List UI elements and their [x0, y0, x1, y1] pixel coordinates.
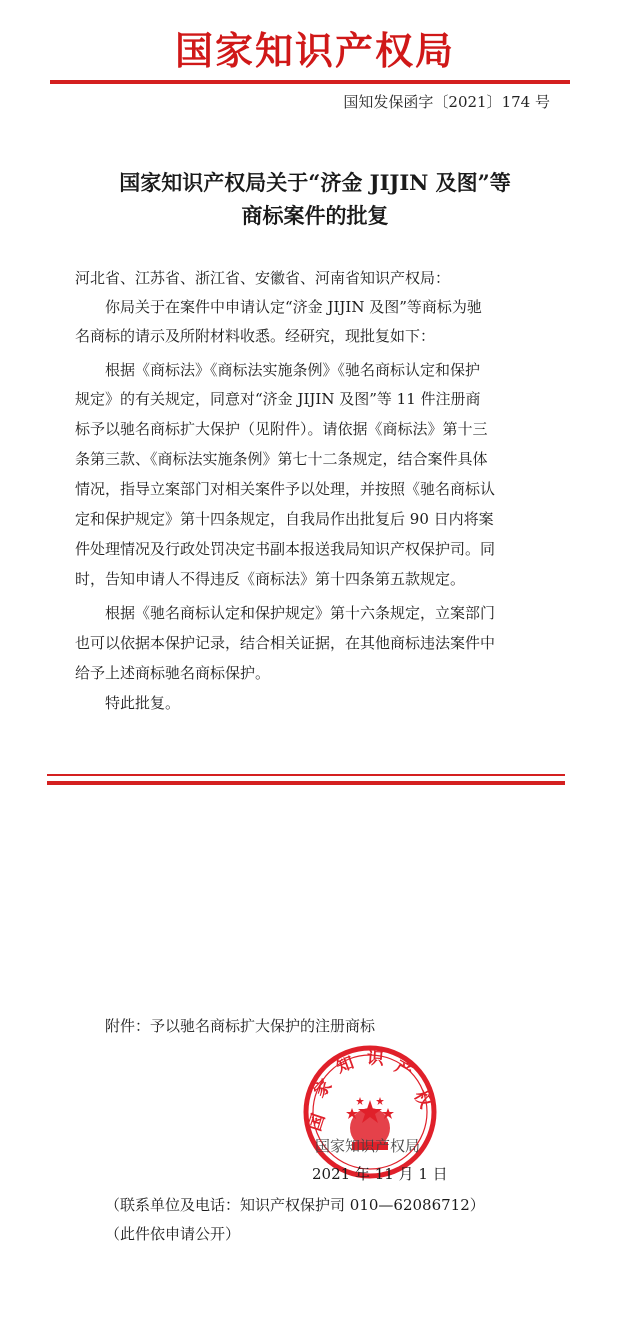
signature-agency: 国家知识产权局 [315, 1137, 421, 1155]
body-line: 规定》的有关规定，同意对“济金 JIJIN 及图”等 11 件注册商 [75, 390, 481, 408]
agency-header: 国家知识产权局 [174, 28, 455, 73]
document-number: 国知发保函字〔2021〕174 号 [343, 93, 550, 111]
header-rule [50, 80, 570, 84]
body-line: 标予以驰名商标扩大保护（见附件）。请依据《商标法》第十三 [75, 420, 488, 438]
body-line: 根据《商标法》《商标法实施条例》《驰名商标认定和保护 [105, 361, 481, 379]
contact-info: （联系单位及电话：知识产权保护司 010—62086712） [105, 1196, 485, 1214]
body-line: 也可以依据本保护记录，结合相关证据，在其他商标违法案件中 [75, 634, 496, 652]
seal-char: 识 [366, 1048, 385, 1070]
body-line: 名商标的请示及所附材料收悉。经研究，现批复如下： [75, 327, 436, 345]
body-line: 根据《驰名商标认定和保护规定》第十六条规定，立案部门 [105, 604, 496, 622]
body-line: 特此批复。 [105, 694, 181, 712]
seal-char: 家 [310, 1075, 337, 1102]
body-line: 定和保护规定》第十四条规定，自我局作出批复后 90 日内将案 [75, 510, 494, 528]
seal-char: 产 [391, 1056, 416, 1083]
signature-date: 2021 年 11 月 1 日 [312, 1165, 448, 1183]
divider-rule-bottom [47, 781, 565, 785]
divider-rule-top [47, 774, 565, 776]
body-line: 给予上述商标驰名商标保护。 [75, 664, 271, 682]
body-line: 件处理情况及行政处罚决定书副本报送我局知识产权保护司。同 [75, 540, 496, 558]
document-title-line2: 商标案件的批复 [241, 203, 389, 228]
seal-icon [300, 1042, 440, 1182]
seal-char: 国 [305, 1111, 330, 1134]
disclosure-note: （此件依申请公开） [105, 1225, 241, 1243]
body-line: 条第三款、《商标法实施条例》第七十二条规定，结合案件具体 [75, 450, 488, 468]
body-line: 你局关于在案件中申请认定“济金 JIJIN 及图”等商标为驰 [105, 298, 482, 316]
attachment-note: 附件：予以驰名商标扩大保护的注册商标 [105, 1017, 376, 1035]
body-line: 时，告知申请人不得违反《商标法》第十四条第五款规定。 [75, 570, 466, 588]
seal-char: 权 [409, 1087, 436, 1112]
addressee: 河北省、江苏省、浙江省、安徽省、河南省知识产权局： [75, 269, 451, 287]
body-line: 情况，指导立案部门对相关案件予以处理，并按照《驰名商标认 [75, 480, 496, 498]
seal-char: 知 [333, 1052, 357, 1078]
document-title-line1: 国家知识产权局关于“济金 JIJIN 及图”等 [119, 170, 511, 195]
official-seal [300, 1042, 440, 1182]
